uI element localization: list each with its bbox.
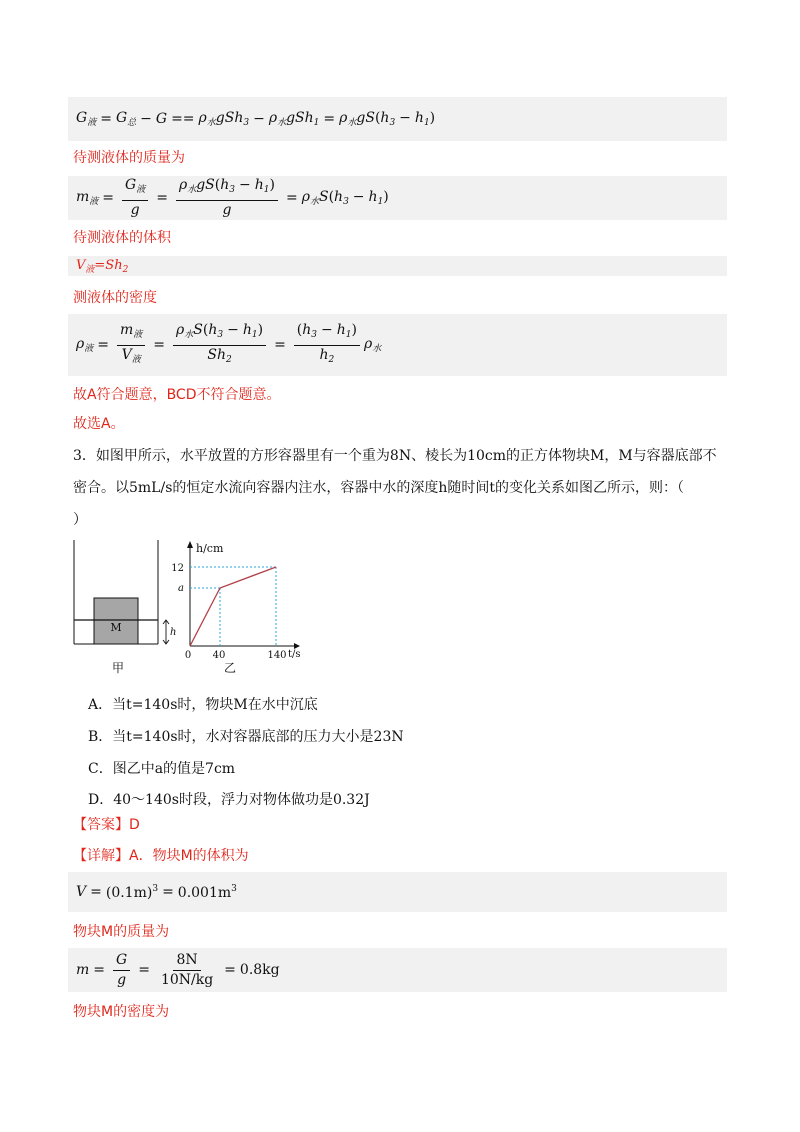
container-diagram <box>74 540 176 675</box>
tick-140: 140 <box>267 650 287 661</box>
detail-tag: 【详解】 <box>73 848 129 864</box>
option-c: C．图乙中a的值是7cm <box>88 761 236 777</box>
depth-line <box>190 567 276 646</box>
equation-mass-m: m = $\frac{G}{g}$ = $\frac{8N}{10N/kg}$ = 0.8kg <box>68 948 727 992</box>
label-density-m: 物块M的密度为 <box>73 1004 170 1020</box>
x-axis-label: t/s <box>288 649 301 660</box>
answer-line <box>73 815 140 835</box>
tick-40: 40 <box>212 650 226 661</box>
depth-h-label: h <box>170 627 177 638</box>
equation-mass-liquid: $m_液$ = $\frac{G_液}{g}$ = $\frac{\rho_水gS(h_3 - h_1)}{g}$ = $\rho_水S(h_3 - h_1)$ <box>68 176 727 220</box>
question-3-line-1: 3．如图甲所示，水平放置的方形容器里有一个重为8N、棱长为10cm的正方体物块M，M与容器底部不 <box>73 448 717 464</box>
tick-a: a <box>178 583 184 594</box>
tick-0: 0 <box>184 650 192 661</box>
choose-text: 故选A。 <box>73 416 125 432</box>
caption-jia: 甲 <box>111 661 125 675</box>
option-d: D．40～140s时段，浮力对物体做功是0.32J <box>88 792 370 808</box>
label-mass: 待测液体的质量为 <box>73 150 185 166</box>
question-figure <box>0 534 800 684</box>
option-b: B．当t=140s时，水对容器底部的压力大小是23N <box>88 729 404 745</box>
question-3-line-2: 密合。以5mL/s的恒定水流向容器内注水，容器中水的深度h随时间t的变化关系如图乙所示，则：（ <box>73 480 685 496</box>
option-a: A．当t=140s时，物块M在水中沉底 <box>88 697 318 713</box>
conclusion-text: 故A符合题意，BCD不符合题意。 <box>73 387 281 403</box>
y-axis-label: h/cm <box>196 542 224 555</box>
caption-yi: 乙 <box>223 661 237 675</box>
equation-density-liquid: $\rho_液$ = $\frac{m_液}{V_液}$ = $\frac{\rho_水S(h_3 - h_1)}{Sh_2}$ = $\frac{(h_3 - h_1)}{h_2}$ $\rho_水$ <box>68 314 727 376</box>
depth-time-graph <box>171 541 300 675</box>
answer-tag: 【答案】 <box>73 817 129 833</box>
equation-volume-m: V = $(0.1m)^3$ = $0.001m^3$ <box>68 872 727 912</box>
detail-line <box>73 846 249 866</box>
detail-text: A．物块M的体积为 <box>129 848 249 864</box>
label-volume: 待测液体的体积 <box>73 230 171 246</box>
answer-value: D <box>129 817 140 833</box>
tick-12: 12 <box>171 563 184 574</box>
equation-weight-liquid: $G_液$ = $G_总$ − G == $\rho_水gSh_3$ − $\rho_水gSh_1$ = $\rho_水gS(h_3 - h_1)$ <box>68 97 727 141</box>
block-m-label: M <box>110 621 122 634</box>
label-density: 测液体的密度 <box>73 290 157 306</box>
question-3-line-3: ） <box>73 512 87 528</box>
label-mass-m: 物块M的质量为 <box>73 924 170 940</box>
equation-volume-liquid: $V_液=Sh_2$ <box>68 256 727 276</box>
